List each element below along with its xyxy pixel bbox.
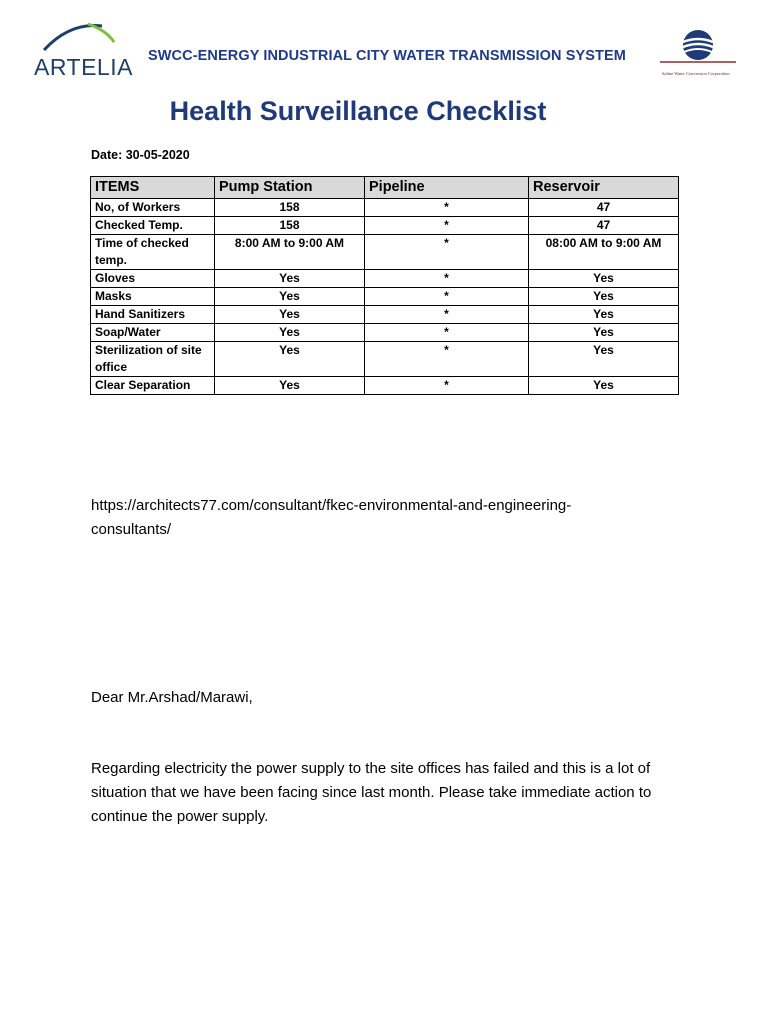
document-title xyxy=(0,96,716,127)
body-paragraph: Regarding electricity the power supply to the site offices has failed and this is a lot of situation that we have been facing since last month. Please take immediate action to continue the power supply. xyxy=(91,760,652,825)
reservoir-cell: 47 xyxy=(529,217,679,235)
project-title: SWCC-ENERGY INDUSTRIAL CITY WATER TRANSMISSION SYSTEM xyxy=(148,48,626,64)
pipeline-cell: * xyxy=(365,217,529,235)
artelia-logo xyxy=(30,20,133,80)
item-cell: Checked Temp. xyxy=(91,217,215,235)
swcc-caption: Saline Water Conversion Corporation xyxy=(662,71,730,76)
reservoir-cell: 08:00 AM to 9:00 AM xyxy=(529,235,679,270)
pipeline-cell: * xyxy=(365,377,529,395)
reservoir-cell: Yes xyxy=(529,342,679,377)
reference-url: https://architects77.com/consultant/fkec-environmental-and-engineering-consultants/ xyxy=(91,497,572,538)
pipeline-cell: * xyxy=(365,324,529,342)
artelia-arc-icon xyxy=(40,20,130,54)
reservoir-cell: Yes xyxy=(529,377,679,395)
salutation: Dear Mr.Arshad/Marawi, xyxy=(91,689,253,706)
pump-station-cell: 158 xyxy=(215,217,365,235)
pump-station-cell: Yes xyxy=(215,377,365,395)
pump-station-cell: Yes xyxy=(215,270,365,288)
item-cell: Hand Sanitizers xyxy=(91,306,215,324)
pump-station-cell: Yes xyxy=(215,342,365,377)
header-pipeline: Pipeline xyxy=(365,177,529,199)
pipeline-cell: * xyxy=(365,342,529,377)
pipeline-cell: * xyxy=(365,288,529,306)
header-reservoir: Reservoir xyxy=(529,177,679,199)
table-row xyxy=(91,199,679,217)
document-header xyxy=(0,0,768,90)
header-items: ITEMS xyxy=(91,177,215,199)
pump-station-cell: Yes xyxy=(215,288,365,306)
table-row xyxy=(91,235,679,270)
reservoir-cell: Yes xyxy=(529,306,679,324)
pump-station-cell: 158 xyxy=(215,199,365,217)
reservoir-cell: Yes xyxy=(529,288,679,306)
table-row xyxy=(91,270,679,288)
reservoir-cell: Yes xyxy=(529,324,679,342)
pipeline-cell: * xyxy=(365,235,529,270)
item-cell: Soap/Water xyxy=(91,324,215,342)
table-row xyxy=(91,288,679,306)
checklist-table xyxy=(90,176,679,395)
document-title-text: Health Surveillance Checklist xyxy=(169,96,547,126)
pump-station-cell: Yes xyxy=(215,324,365,342)
item-cell: Gloves xyxy=(91,270,215,288)
table-header-row xyxy=(91,177,679,199)
date-line: Date: 30-05-2020 xyxy=(91,148,190,162)
item-cell: No, of Workers xyxy=(91,199,215,217)
pipeline-cell: * xyxy=(365,270,529,288)
item-cell: Time of checked temp. xyxy=(91,235,215,270)
pipeline-cell: * xyxy=(365,306,529,324)
swcc-globe-icon xyxy=(652,28,744,62)
pump-station-cell: Yes xyxy=(215,306,365,324)
table-row xyxy=(91,377,679,395)
swcc-logo xyxy=(652,28,744,80)
artelia-wordmark: ARTELIA xyxy=(34,54,133,80)
table-row xyxy=(91,217,679,235)
table-row xyxy=(91,342,679,377)
reservoir-cell: Yes xyxy=(529,270,679,288)
pump-station-cell: 8:00 AM to 9:00 AM xyxy=(215,235,365,270)
item-cell: Clear Separation xyxy=(91,377,215,395)
arabic-name-lines xyxy=(660,61,736,66)
table-row xyxy=(91,306,679,324)
item-cell: Sterilization of site office xyxy=(91,342,215,377)
header-pump-station: Pump Station xyxy=(215,177,365,199)
table-row xyxy=(91,324,679,342)
reservoir-cell: 47 xyxy=(529,199,679,217)
item-cell: Masks xyxy=(91,288,215,306)
pipeline-cell: * xyxy=(365,199,529,217)
